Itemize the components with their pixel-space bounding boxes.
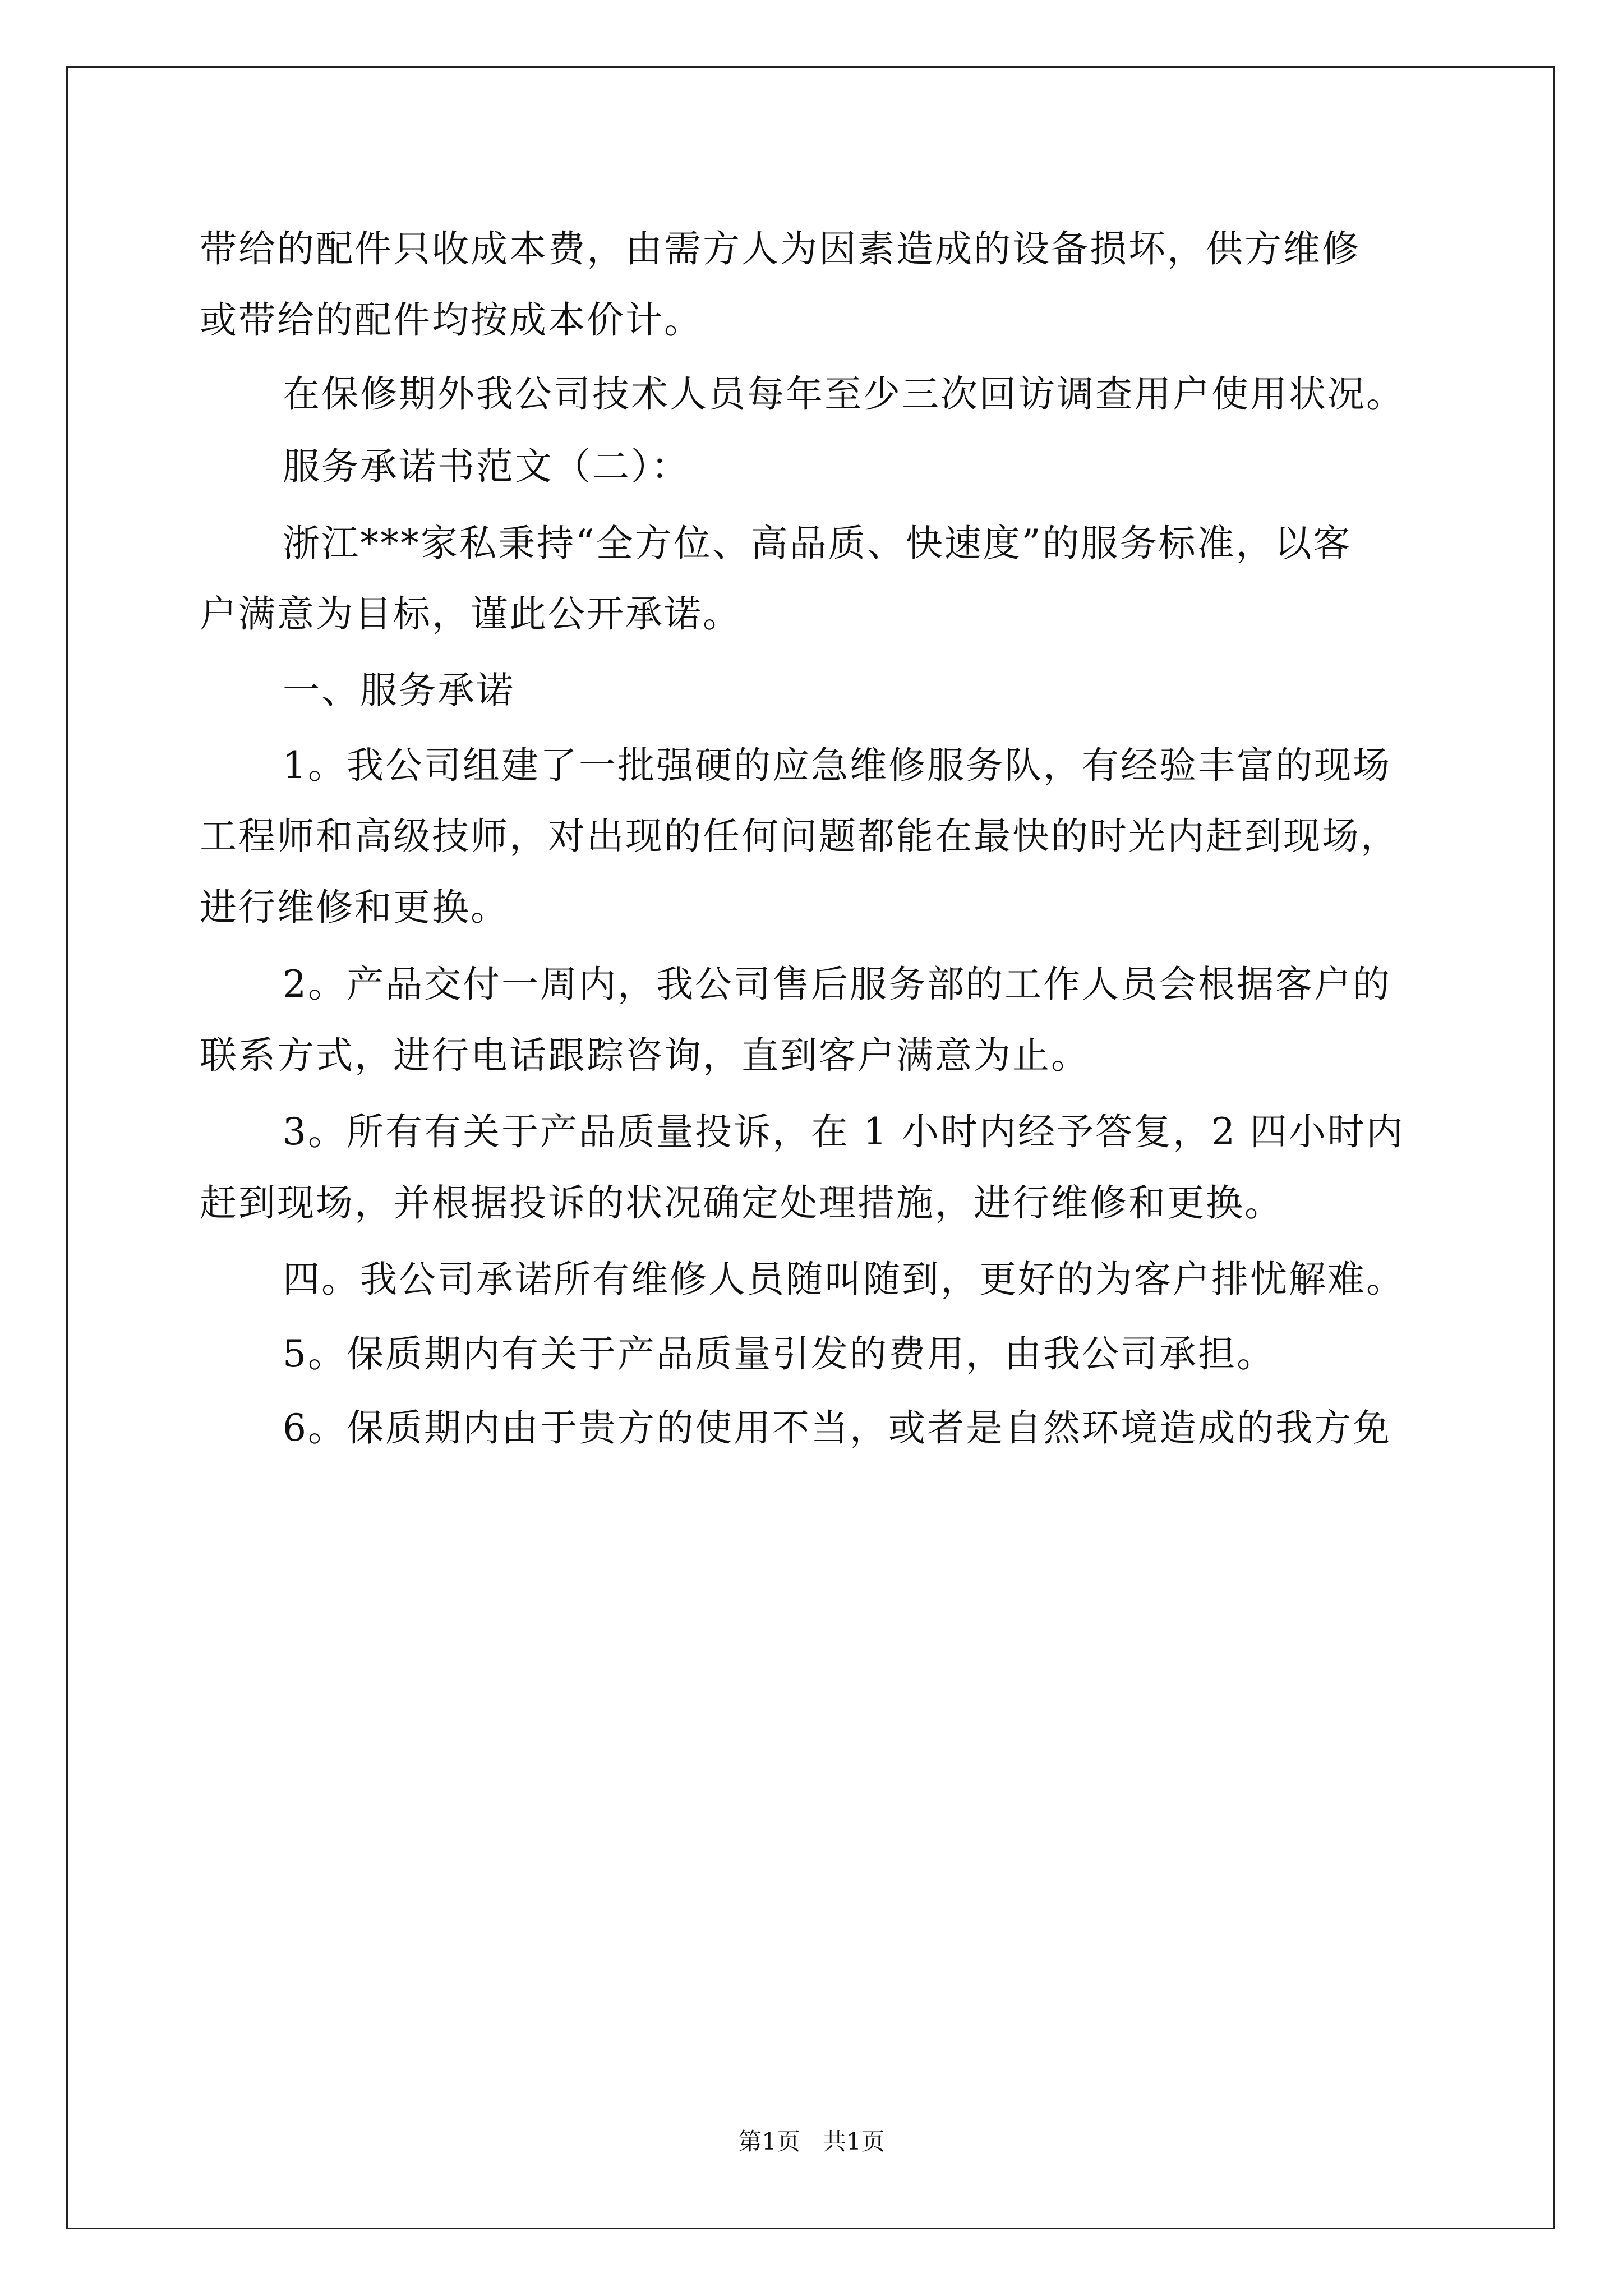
body-line-13: 3。所有有关于产品质量投诉，在 1 小时内经予答复，2 四小时内 bbox=[283, 1110, 1405, 1153]
body-line-9: 工程师和高级技师，对出现的任何问题都能在最快的时光内赶到现场， bbox=[200, 815, 1399, 858]
body-line-2: 或带给的配件均按成本价计。 bbox=[200, 298, 703, 342]
page-footer: 第1页 共1页 bbox=[738, 2128, 885, 2155]
body-line-12: 联系方式，进行电话跟踪咨询，直到客户满意为止。 bbox=[200, 1034, 1090, 1077]
body-line-17: 6。保质期内由于贵方的使用不当，或者是自然环境造成的我方免 bbox=[283, 1406, 1391, 1450]
body-line-15: 四。我公司承诺所有维修人员随叫随到，更好的为客户排忧解难。 bbox=[283, 1258, 1405, 1301]
body-line-8: 1。我公司组建了一批强硬的应急维修服务队，有经验丰富的现场 bbox=[283, 744, 1391, 787]
body-line-1: 带给的配件只收成本费，由需方人为因素造成的设备损坏，供方维修 bbox=[200, 227, 1361, 270]
body-line-5: 浙江***家私秉持“全方位、高品质、快速度”的服务标准，以客 bbox=[283, 522, 1352, 565]
body-line-6: 户满意为目标，谨此公开承诺。 bbox=[200, 592, 741, 636]
body-line-3: 在保修期外我公司技术人员每年至少三次回访调查用户使用状况。 bbox=[283, 372, 1405, 416]
body-line-16: 5。保质期内有关于产品质量引发的费用，由我公司承担。 bbox=[283, 1332, 1275, 1375]
body-line-10: 进行维修和更换。 bbox=[200, 886, 509, 929]
section-heading-2: 服务承诺书范文（二）： bbox=[283, 445, 690, 488]
body-line-11: 2。产品交付一周内，我公司售后服务部的工作人员会根据客户的 bbox=[283, 963, 1391, 1006]
subheading-service-commitment: 一、服务承诺 bbox=[283, 669, 515, 712]
body-line-14: 赶到现场，并根据投诉的状况确定处理措施，进行维修和更换。 bbox=[200, 1181, 1283, 1225]
